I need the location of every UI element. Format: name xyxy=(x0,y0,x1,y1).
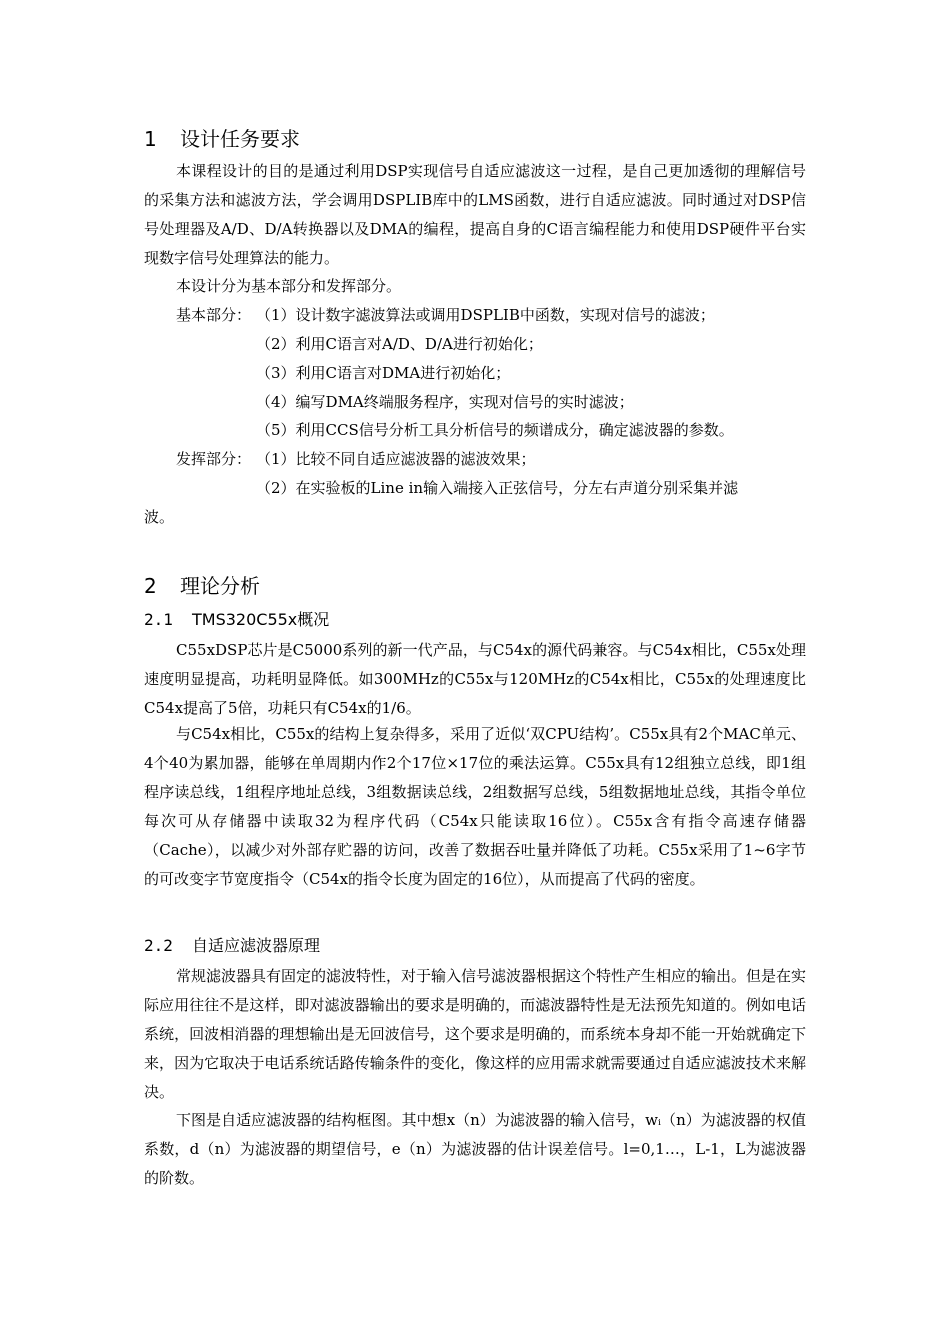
section-2-title: 理论分析 xyxy=(180,574,260,598)
section-2-heading xyxy=(144,572,260,600)
basic-item: （2）利用C语言对A/D、D/A进行初始化； xyxy=(256,335,543,353)
section-1-paragraph-1: 本课程设计的目的是通过利用DSP实现信号自适应滤波这一过程，是自己更加透彻的理解信号的采集方法和滤波方法，学会调用DSPLIB库中的LMS函数，进行自适应滤波。同时通过对DSP信号处理器及A/D、D/A转换器以及DMA的编程，提高自身的C语言编程能力和使用DSP硬件平台实现数字信号处理算法的能力。 xyxy=(144,162,806,267)
basic-item: （5）利用CCS信号分析工具分析信号的频谱成分，确定滤波器的参数。 xyxy=(256,421,734,439)
subsection-2-1-paragraph-1: C55xDSP芯片是C5000系列的新一代产品，与C54x的源代码兼容。与C54x相比，C55x处理速度明显提高，功耗明显降低。如300MHz的C55x与120MHz的C54x相比，C55x的处理速度比C54x提高了5倍，功耗只有C54x的1/6。 xyxy=(144,641,806,717)
basic-part-label: 基本部分： xyxy=(176,306,252,324)
extra-item: （1）比较不同自适应滤波器的滤波效果； xyxy=(256,450,536,468)
section-2-number: 2 xyxy=(144,574,157,598)
section-1-number: 1 xyxy=(144,127,157,151)
subsection-2-1-number: 2.1 xyxy=(144,610,173,629)
subsection-2-2-paragraph-2: 下图是自适应滤波器的结构框图。其中想x（n）为滤波器的输入信号，wᵢ（n）为滤波器的权值系数，d（n）为滤波器的期望信号，e（n）为滤波器的估计误差信号。l=0,1…，L-1，L为滤波器的阶数。 xyxy=(144,1111,806,1187)
subsection-2-2-paragraph-1: 常规滤波器具有固定的滤波特性，对于输入信号滤波器根据这个特性产生相应的输出。但是在实际应用往往不是这样，即对滤波器输出的要求是明确的，而滤波器特性是无法预先知道的。例如电话系统，回波相消器的理想输出是无回波信号，这个要求是明确的，而系统本身却不能一开始就确定下来，因为它取决于电话系统话路传输条件的变化，像这样的应用需求就需要通过自适应滤波技术来解决。 xyxy=(144,967,807,1101)
section-1-paragraph-2: 本设计分为基本部分和发挥部分。 xyxy=(176,277,402,295)
subsection-2-2-title: 自适应滤波器原理 xyxy=(192,936,321,955)
subsection-2-1-paragraph-2: 与C54x相比，C55x的结构上复杂得多，采用了近似‘双CPU结构’。C55x具有2个MAC单元、4个40为累加器，能够在单周期内作2个17位×17位的乘法运算。C55x具有12组独立总线，即1组程序读总线，1组程序地址总线，3组数据读总线，2组数据写总线，5组数据地址总线，其指令单位每次可从存储器中读取32为程序代码（C54x只能读取16位）。C55x含有指令高速存储器（Cache），以减少对外部存贮器的访问，改善了数据吞吐量并降低了功耗。C55x采用了1~6字节的可改变字节宽度指令（C54x的指令长度为固定的16位），从而提高了代码的密度。 xyxy=(144,725,806,888)
subsection-2-2-number: 2.2 xyxy=(144,936,173,955)
section-1-heading xyxy=(144,125,300,153)
basic-item: （3）利用C语言对DMA进行初始化； xyxy=(256,364,511,382)
extra-item: （2）在实验板的Line in输入端接入正弦信号，分左右声道分别采集并滤 xyxy=(256,479,739,497)
subsection-2-1-title: TMS320C55x概况 xyxy=(192,610,330,629)
subsection-2-1-heading xyxy=(144,608,329,632)
extra-item: 波。 xyxy=(144,508,175,526)
extra-part-label: 发挥部分： xyxy=(176,450,252,468)
section-1-title: 设计任务要求 xyxy=(180,127,300,151)
subsection-2-2-heading xyxy=(144,934,320,958)
basic-item: （1）设计数字滤波算法或调用DSPLIB中函数，实现对信号的滤波； xyxy=(256,306,715,324)
basic-item: （4）编写DMA终端服务程序，实现对信号的实时滤波； xyxy=(256,393,634,411)
